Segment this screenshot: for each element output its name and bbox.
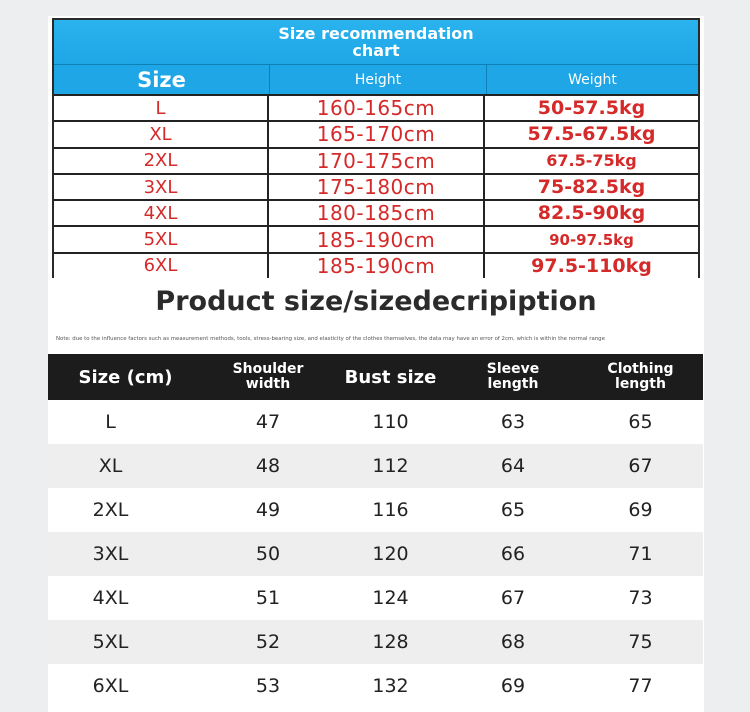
cell-size: L — [54, 96, 269, 120]
header-shoulder-width — [203, 354, 333, 400]
cell-size: 5XL — [92, 631, 129, 653]
cell-weight: 57.5-67.5kg — [527, 123, 656, 146]
table-row — [54, 94, 698, 120]
measurement-note: Note: due to the influence factors such as measurement methods, tools, stress-bearing size, and elasticity of the clothes themselves, the data may have an error of 2cm, which is within the normal range — [56, 336, 605, 342]
cell-size: 3XL — [92, 543, 129, 565]
cell-height: 185-190cm — [269, 254, 485, 278]
cell-clothing: 65 — [628, 411, 653, 433]
recommendation-title — [54, 20, 698, 65]
header-shoulder-line1: Shoulder — [232, 361, 304, 377]
cell-bust: 112 — [372, 455, 409, 477]
table-row — [54, 199, 698, 225]
cell-clothing: 67 — [628, 455, 653, 477]
cell-bust: 120 — [372, 543, 409, 565]
cell-bust: 132 — [372, 675, 409, 697]
header-weight: Weight — [568, 71, 617, 88]
header-sleeve-line1: Sleeve — [486, 361, 540, 377]
header-size-cm: Size (cm) — [78, 366, 173, 388]
header-sleeve-line2: length — [487, 376, 539, 392]
cell-height: 160-165cm — [269, 96, 485, 120]
header-clothing-line2: length — [615, 376, 666, 392]
cell-shoulder: 47 — [255, 411, 281, 433]
header-size: Size — [54, 65, 270, 94]
cell-sleeve: 69 — [500, 675, 526, 697]
table-row — [54, 147, 698, 173]
table-row — [48, 400, 703, 444]
table-row — [54, 120, 698, 146]
cell-height: 180-185cm — [269, 201, 485, 225]
cell-size: 2XL — [92, 499, 129, 521]
cell-size: 6XL — [92, 675, 129, 697]
header-bust-size: Bust size — [344, 366, 437, 388]
cell-height: 185-190cm — [269, 227, 485, 251]
cell-bust: 110 — [372, 411, 409, 433]
header-clothing-length — [578, 354, 703, 400]
cell-size: 5XL — [54, 227, 269, 251]
cell-size: 4XL — [92, 587, 129, 609]
cell-weight: 90-97.5kg — [549, 230, 634, 249]
cell-shoulder: 52 — [255, 631, 281, 653]
cell-sleeve: 65 — [500, 499, 526, 521]
product-size-rows — [48, 400, 703, 708]
header-clothing-line1: Clothing — [607, 361, 674, 377]
cell-shoulder: 50 — [255, 543, 281, 565]
table-row — [54, 225, 698, 251]
cell-clothing: 69 — [628, 499, 653, 521]
recommendation-title-line2: chart — [352, 41, 400, 60]
recommendation-rows — [54, 94, 698, 278]
cell-size: XL — [98, 455, 123, 477]
table-row — [48, 488, 703, 532]
cell-shoulder: 48 — [255, 455, 281, 477]
cell-clothing: 71 — [628, 543, 653, 565]
cell-sleeve: 66 — [500, 543, 526, 565]
cell-weight: 75-82.5kg — [537, 176, 646, 199]
cell-size: 4XL — [54, 201, 269, 225]
cell-sleeve: 64 — [500, 455, 526, 477]
cell-clothing: 75 — [628, 631, 653, 653]
table-row — [54, 173, 698, 199]
table-row — [54, 252, 698, 278]
recommendation-title-line1: Size recommendation — [278, 24, 474, 43]
cell-shoulder: 53 — [255, 675, 281, 697]
cell-clothing: 77 — [628, 675, 653, 697]
table-row — [48, 620, 703, 664]
cell-bust: 116 — [372, 499, 409, 521]
table-row — [48, 444, 703, 488]
cell-weight: 67.5-75kg — [546, 151, 637, 171]
cell-clothing: 73 — [628, 587, 653, 609]
cell-size: 2XL — [54, 149, 269, 173]
cell-shoulder: 49 — [255, 499, 281, 521]
header-shoulder-line2: width — [245, 376, 291, 392]
cell-size: 3XL — [54, 175, 269, 199]
cell-sleeve: 63 — [500, 411, 526, 433]
cell-size: L — [105, 411, 116, 433]
cell-weight: 97.5-110kg — [531, 254, 652, 277]
recommendation-header-row — [54, 65, 698, 94]
cell-height: 165-170cm — [269, 122, 485, 146]
cell-height: 175-180cm — [269, 175, 485, 199]
cell-size: XL — [54, 122, 269, 146]
cell-weight: 50-57.5kg — [537, 97, 646, 120]
size-recommendation-chart — [52, 18, 700, 278]
table-row — [48, 576, 703, 620]
cell-bust: 124 — [372, 587, 409, 609]
cell-height: 170-175cm — [269, 149, 485, 173]
table-row — [48, 664, 703, 708]
header-height: Height — [270, 65, 487, 94]
cell-weight: 82.5-90kg — [537, 202, 646, 225]
cell-bust: 128 — [372, 631, 409, 653]
cell-size: 6XL — [54, 254, 269, 278]
product-size-header-row — [48, 354, 703, 400]
cell-shoulder: 51 — [255, 587, 281, 609]
product-size-title: Product size/sizedecripiption — [155, 286, 597, 317]
cell-sleeve: 67 — [500, 587, 526, 609]
cell-sleeve: 68 — [500, 631, 526, 653]
header-sleeve-length — [448, 354, 578, 400]
table-row — [48, 532, 703, 576]
